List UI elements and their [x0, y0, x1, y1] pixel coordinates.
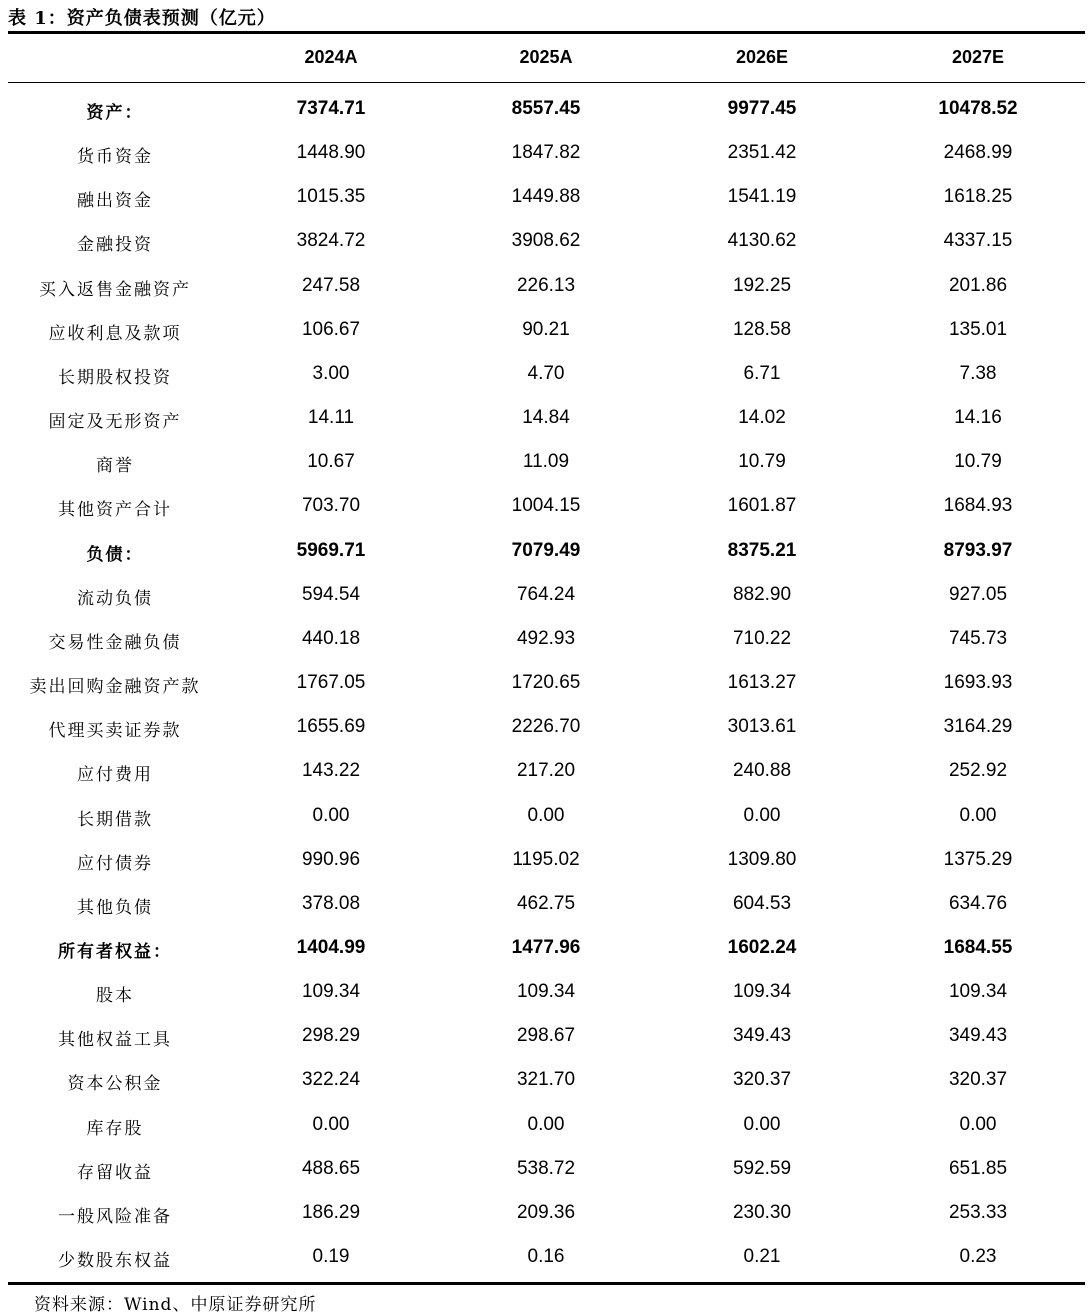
- table-cell: 1004.15: [511, 495, 581, 517]
- table-cell: 3824.72: [296, 230, 366, 252]
- table-cell: 230.30: [732, 1201, 792, 1223]
- table-cell: 0.23: [959, 1246, 997, 1268]
- row-label: 代理买卖证券款: [48, 721, 182, 742]
- table-cell: 0.00: [527, 804, 565, 826]
- table-cell: 8557.45: [511, 98, 581, 119]
- table-cell: 4337.15: [943, 230, 1013, 252]
- table-cell: 703.70: [301, 495, 361, 517]
- table-cell: 990.96: [301, 848, 361, 870]
- row-label: 其他权益工具: [58, 1030, 172, 1051]
- table-row: [8, 175, 1085, 219]
- table-cell: 882.90: [732, 583, 792, 605]
- table-caption: 表 1：资产负债表预测（亿元）: [8, 8, 276, 29]
- row-label: 资本公积金: [67, 1074, 163, 1095]
- table-cell: 0.00: [312, 804, 350, 826]
- row-label: 货币资金: [77, 147, 153, 168]
- table-row: [8, 1103, 1085, 1147]
- table-row: [8, 1191, 1085, 1235]
- row-label: 固定及无形资产: [48, 412, 182, 433]
- row-label: 交易性金融负债: [48, 632, 182, 653]
- table-cell: 11.09: [522, 451, 570, 473]
- table-cell: 1655.69: [296, 716, 366, 738]
- table-cell: 7.38: [959, 362, 997, 384]
- table-row: [8, 529, 1085, 573]
- table-cell: 492.93: [516, 627, 576, 649]
- table-row: [8, 882, 1085, 926]
- table-cell: 14.84: [522, 407, 570, 429]
- table-cell: 2351.42: [727, 142, 797, 164]
- table-cell: 186.29: [301, 1201, 361, 1223]
- table-cell: 192.25: [732, 274, 792, 296]
- table-cell: 10.79: [954, 451, 1002, 473]
- table-row: [8, 794, 1085, 838]
- table-cell: 3164.29: [943, 716, 1013, 738]
- table-cell: 0.00: [743, 804, 781, 826]
- table-cell: 1767.05: [296, 672, 366, 694]
- table-cell: 1015.35: [296, 186, 366, 208]
- table-cell: 143.22: [301, 760, 361, 782]
- source-note: 资料来源：Wind、中原证券研究所: [34, 1295, 317, 1315]
- table-cell: 462.75: [516, 892, 576, 914]
- table-cell: 1693.93: [943, 672, 1013, 694]
- table-row: [8, 838, 1085, 882]
- table-cell: 106.67: [301, 318, 361, 340]
- table-cell: 0.00: [312, 1113, 350, 1135]
- table-cell: 10478.52: [938, 98, 1018, 119]
- table-row: [8, 1147, 1085, 1191]
- table-cell: 1448.90: [296, 142, 366, 164]
- column-header-2024a: 2024A: [304, 47, 358, 67]
- table-row: [8, 264, 1085, 308]
- table-cell: 135.01: [948, 318, 1008, 340]
- row-label: 库存股: [86, 1118, 144, 1139]
- row-label: 存留收益: [77, 1162, 153, 1183]
- row-label: 金融投资: [77, 235, 153, 256]
- table-cell: 745.73: [948, 627, 1008, 649]
- table-cell: 349.43: [948, 1025, 1008, 1047]
- table-cell: 253.33: [948, 1201, 1008, 1223]
- table-row: [8, 131, 1085, 175]
- table-cell: 0.19: [312, 1246, 350, 1268]
- table-cell: 240.88: [732, 760, 792, 782]
- table-body: [8, 87, 1085, 1279]
- table-cell: 1618.25: [943, 186, 1013, 208]
- table-cell: 109.34: [516, 981, 576, 1003]
- table-cell: 10.67: [307, 451, 355, 473]
- table-cell: 1847.82: [511, 142, 581, 164]
- table-cell: 298.29: [301, 1025, 361, 1047]
- table-cell: 1541.19: [727, 186, 797, 208]
- row-label: 一般风险准备: [58, 1206, 172, 1227]
- table-cell: 0.21: [743, 1246, 781, 1268]
- table-cell: 1404.99: [296, 936, 366, 958]
- table-cell: 538.72: [516, 1157, 576, 1179]
- row-label: 流动负债: [77, 588, 153, 609]
- row-label: 其他资产合计: [58, 500, 172, 521]
- table-cell: 3.00: [312, 362, 350, 384]
- table-cell: 4130.62: [727, 230, 797, 252]
- table-cell: 3908.62: [511, 230, 581, 252]
- row-label: 负债：: [86, 544, 144, 565]
- table-cell: 440.18: [301, 627, 361, 649]
- table-cell: 201.86: [948, 274, 1008, 296]
- table-cell: 6.71: [743, 362, 781, 384]
- table-cell: 0.00: [959, 804, 997, 826]
- table-cell: 488.65: [301, 1157, 361, 1179]
- table-row: [8, 308, 1085, 352]
- row-label: 应收利息及款项: [48, 323, 182, 344]
- table-row: [8, 219, 1085, 263]
- row-label: 应付债券: [77, 853, 153, 874]
- column-header-2025a: 2025A: [519, 47, 573, 67]
- table-cell: 592.59: [732, 1157, 792, 1179]
- table-cell: 1720.65: [511, 672, 581, 694]
- table-cell: 320.37: [948, 1069, 1008, 1091]
- table-cell: 1613.27: [727, 672, 797, 694]
- table-cell: 90.21: [522, 318, 570, 340]
- row-label: 少数股东权益: [58, 1251, 172, 1272]
- table-cell: 349.43: [732, 1025, 792, 1047]
- row-label: 所有者权益：: [58, 941, 172, 962]
- table-cell: 651.85: [948, 1157, 1008, 1179]
- table-cell: 927.05: [948, 583, 1008, 605]
- table-cell: 226.13: [516, 274, 576, 296]
- row-label: 资产：: [86, 103, 144, 123]
- table-row: [8, 573, 1085, 617]
- table-cell: 322.24: [301, 1069, 361, 1091]
- table-cell: 109.34: [732, 981, 792, 1003]
- row-label: 融出资金: [77, 191, 153, 212]
- table-cell: 2226.70: [511, 716, 581, 738]
- table-cell: 1195.02: [512, 848, 580, 870]
- row-label: 长期借款: [77, 809, 153, 830]
- row-label: 股本: [96, 986, 134, 1007]
- table-cell: 764.24: [516, 583, 576, 605]
- table-cell: 320.37: [732, 1069, 792, 1091]
- table-header: [8, 34, 1085, 82]
- table-cell: 1449.88: [511, 186, 581, 208]
- header-rule: [8, 82, 1085, 83]
- table-cell: 4.70: [527, 362, 565, 384]
- table-cell: 128.58: [732, 318, 792, 340]
- table-cell: 1601.87: [727, 495, 797, 517]
- table-cell: 109.34: [301, 981, 361, 1003]
- table-cell: 0.00: [527, 1113, 565, 1135]
- table-row: [8, 661, 1085, 705]
- table-cell: 634.76: [948, 892, 1008, 914]
- table-row: [8, 749, 1085, 793]
- row-label: 商誉: [96, 456, 134, 477]
- table-cell: 1477.96: [511, 936, 581, 958]
- table-cell: 5969.71: [296, 539, 366, 561]
- table-cell: 298.67: [516, 1025, 576, 1047]
- table-row: [8, 705, 1085, 749]
- row-label: 其他负债: [77, 897, 153, 918]
- table-row: [8, 396, 1085, 440]
- row-label: 买入返售金融资产: [39, 279, 191, 300]
- table-cell: 2468.99: [943, 142, 1013, 164]
- table-cell: 14.16: [954, 407, 1002, 429]
- table-cell: 0.16: [527, 1246, 565, 1268]
- table-cell: 1684.55: [943, 936, 1013, 958]
- table-cell: 7374.71: [296, 98, 366, 119]
- table-cell: 3013.61: [727, 716, 797, 738]
- table-cell: 0.00: [743, 1113, 781, 1135]
- row-label: 卖出回购金融资产款: [29, 677, 201, 698]
- table-cell: 217.20: [516, 760, 576, 782]
- table-cell: 594.54: [301, 583, 361, 605]
- table-row: [8, 440, 1085, 484]
- table-cell: 0.00: [959, 1113, 997, 1135]
- table-row: [8, 484, 1085, 528]
- table-cell: 14.02: [738, 407, 786, 429]
- table-row: [8, 926, 1085, 970]
- table-row: [8, 1058, 1085, 1102]
- table-cell: 109.34: [948, 981, 1008, 1003]
- table-cell: 1309.80: [727, 848, 797, 870]
- column-header-2027e: 2027E: [951, 47, 1005, 67]
- table-cell: 9977.45: [727, 98, 797, 119]
- table-cell: 7079.49: [511, 539, 581, 561]
- table-cell: 209.36: [516, 1201, 576, 1223]
- row-label: 长期股权投资: [58, 367, 172, 388]
- table-cell: 1375.29: [943, 848, 1013, 870]
- table-cell: 1684.93: [943, 495, 1013, 517]
- table-cell: 10.79: [738, 451, 786, 473]
- table-row: [8, 87, 1085, 131]
- table-cell: 378.08: [301, 892, 361, 914]
- table-cell: 604.53: [732, 892, 792, 914]
- table-row: [8, 970, 1085, 1014]
- table-row: [8, 1235, 1085, 1279]
- table-row: [8, 1014, 1085, 1058]
- row-label: 应付费用: [77, 765, 153, 786]
- table-cell: 8375.21: [727, 539, 797, 561]
- table-cell: 1602.24: [727, 936, 797, 958]
- table-cell: 710.22: [732, 627, 792, 649]
- table-cell: 321.70: [516, 1069, 576, 1091]
- table-cell: 8793.97: [943, 539, 1013, 561]
- bottom-rule: [8, 1282, 1085, 1285]
- column-header-2026e: 2026E: [735, 47, 789, 67]
- table-row: [8, 617, 1085, 661]
- table-cell: 252.92: [948, 760, 1008, 782]
- table-cell: 14.11: [307, 407, 355, 429]
- table-row: [8, 352, 1085, 396]
- table-cell: 247.58: [301, 274, 361, 296]
